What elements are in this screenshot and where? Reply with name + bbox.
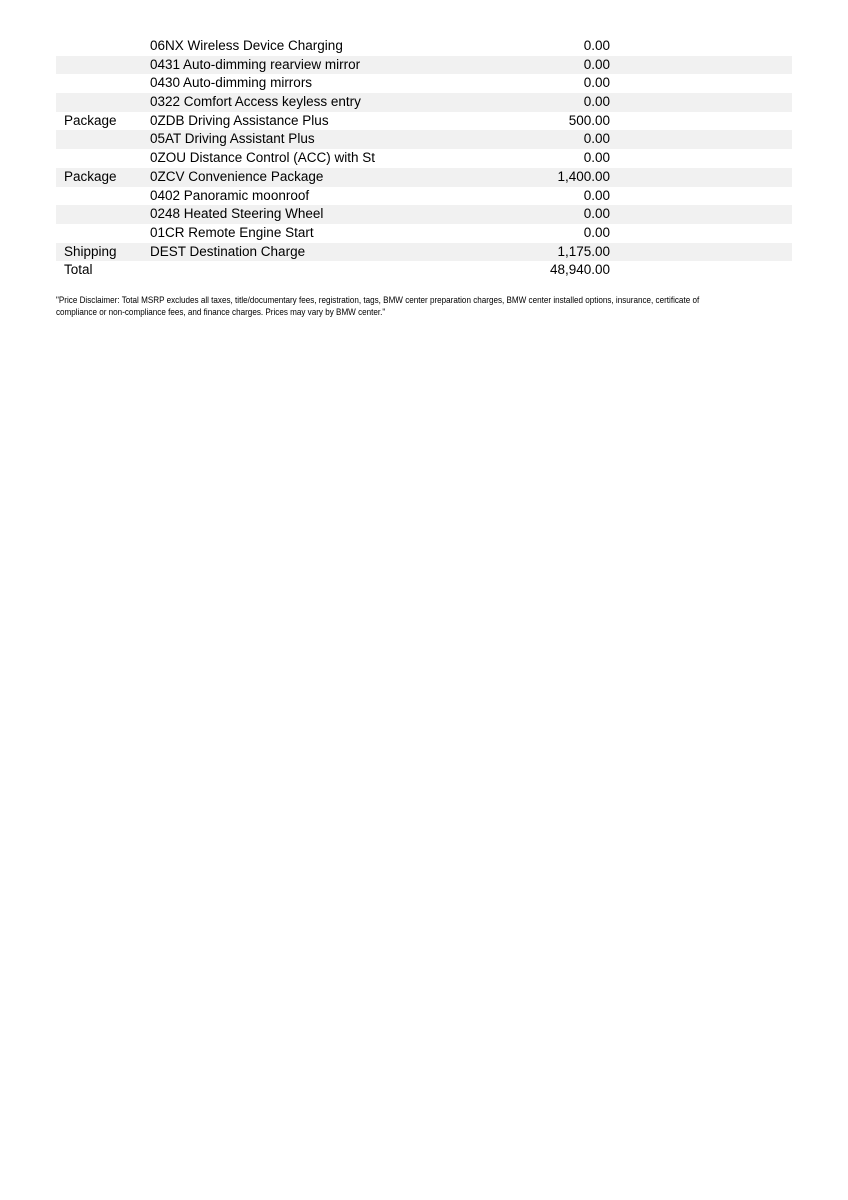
table-row [56, 93, 792, 112]
disclaimer-line: "Price Disclaimer: Total MSRP excludes all taxes, title/documentary fees, registration, tags, BMW center preparation charges, BMW center installed options, insurance, certificate of [56, 295, 700, 305]
row-category-label: Shipping [64, 243, 117, 259]
table-row [56, 168, 792, 187]
row-item-label: 0ZCV Convenience Package [150, 168, 324, 184]
row-item-label: 0322 Comfort Access keyless entry [150, 94, 361, 110]
row-price-value: 48,940.00 [549, 262, 610, 278]
vehicle-options-table [56, 37, 792, 280]
row-item-label: 06NX Wireless Device Charging [150, 38, 343, 53]
row-category-label: Package [64, 112, 117, 128]
table-row [56, 130, 792, 149]
row-price-value: 0.00 [583, 187, 610, 203]
table-row [56, 205, 792, 224]
table-row [56, 56, 792, 75]
row-price-value: 0.00 [583, 206, 610, 222]
table-row [56, 149, 792, 168]
row-item-label: 0402 Panoramic moonroof [150, 187, 310, 203]
table-row [56, 224, 792, 243]
table-row [56, 187, 792, 206]
table-row [56, 37, 792, 56]
row-price-value: 0.00 [583, 224, 610, 240]
table-row [56, 74, 792, 93]
row-price-value: 0.00 [583, 131, 610, 147]
row-price-value: 1,400.00 [557, 168, 610, 184]
row-item-label: DEST Destination Charge [150, 243, 306, 259]
row-price-value: 0.00 [583, 56, 610, 72]
table-row-total [56, 261, 792, 280]
row-item-label: 0ZDB Driving Assistance Plus [150, 112, 329, 128]
row-category-label: Total [64, 262, 93, 278]
disclaimer-line: compliance or non-compliance fees, and finance charges. Prices may vary by BMW center." [56, 307, 386, 317]
table-row [56, 112, 792, 131]
row-price-value: 1,175.00 [557, 243, 610, 259]
row-price-value: 0.00 [583, 38, 610, 53]
row-item-label: 01CR Remote Engine Start [150, 224, 314, 240]
row-price-value: 0.00 [583, 94, 610, 110]
table-row [56, 243, 792, 262]
row-item-label: 0248 Heated Steering Wheel [150, 206, 324, 222]
price-disclaimer [56, 294, 699, 318]
row-item-label: 05AT Driving Assistant Plus [150, 131, 315, 147]
row-item-label: 0430 Auto-dimming mirrors [150, 75, 313, 91]
row-price-value: 0.00 [583, 75, 610, 91]
row-price-value: 0.00 [583, 150, 610, 166]
row-price-value: 500.00 [568, 112, 610, 128]
row-item-label: 0ZOU Distance Control (ACC) with St [150, 150, 376, 166]
row-item-label: 0431 Auto-dimming rearview mirror [150, 56, 361, 72]
row-category-label: Package [64, 168, 117, 184]
